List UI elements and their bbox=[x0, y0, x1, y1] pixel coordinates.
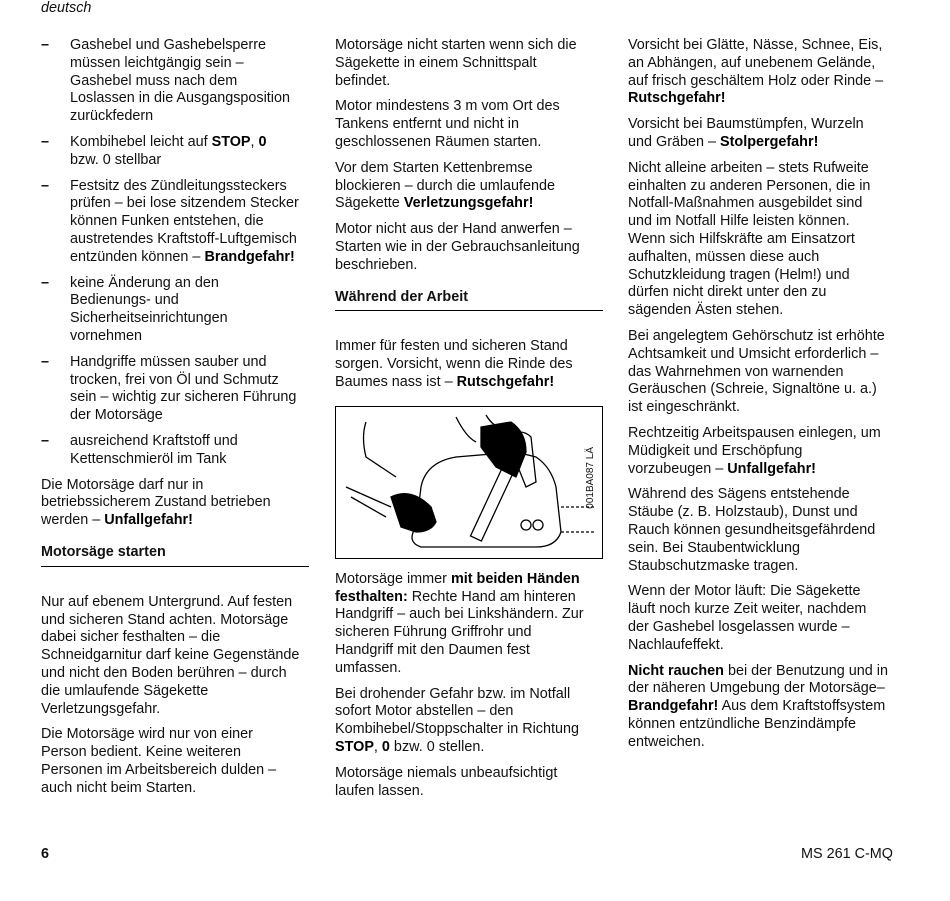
text-segment: bzw. 0 stellbar bbox=[70, 151, 162, 168]
emphasis-text: STOP bbox=[335, 738, 374, 755]
text-segment: Vorsicht bei Glätte, Nässe, Schnee, Eis, an Abhängen, auf unebenem Gelände, auf frisch geschältem Holz oder Rinde – bbox=[628, 37, 884, 89]
section-heading bbox=[335, 289, 603, 312]
chainsaw-illustration bbox=[336, 407, 602, 558]
text-segment: Rechtzeitig Arbeitspausen einlegen, um Müdigkeit und Erschöpfung vorzubeugen – bbox=[628, 424, 881, 477]
column-1 bbox=[41, 37, 309, 805]
paragraph bbox=[335, 571, 603, 678]
list-item-text bbox=[70, 134, 267, 170]
text-segment: Während der Arbeit bbox=[335, 288, 468, 305]
list-item-text bbox=[70, 275, 228, 346]
text-segment: Während des Sägens entstehende Stäube (z. B. Holzstaub), Dunst und Rauch können gesundheitsgefährdend sein. Bei Staubentwicklung Staubschutzmaske tragen. bbox=[628, 486, 876, 574]
list-item-text bbox=[70, 433, 238, 469]
paragraph bbox=[628, 160, 896, 320]
list-item bbox=[41, 433, 309, 469]
emphasis-text: mit beiden Händen festhalten: bbox=[335, 570, 580, 605]
text-segment: Bei drohender Gefahr bzw. im Notfall sofort Motor abstellen – den Kombihebel/Stoppschalter in Richtung bbox=[335, 685, 579, 738]
emphasis-text: Rutschgefahr! bbox=[628, 90, 726, 107]
text-segment: bei der Benutzung und in der näheren Umgebung der Motorsäge– bbox=[628, 662, 888, 697]
emphasis-text: 0 bbox=[381, 738, 390, 755]
dash-bullet-icon: – bbox=[41, 37, 50, 53]
column-3 bbox=[628, 37, 896, 759]
dash-bullet-icon: – bbox=[41, 432, 50, 449]
page-number: 6 bbox=[41, 846, 50, 862]
dash-bullet-icon: – bbox=[41, 177, 50, 194]
dash-bullet-icon: – bbox=[41, 353, 50, 370]
list-item bbox=[41, 134, 309, 170]
figure-code: 001BA087 LÄ bbox=[585, 446, 597, 509]
text-segment: Aus dem Kraftstoffsystem können entzündliche Benzindämpfe entweichen. bbox=[628, 698, 886, 750]
text-segment: Die Motorsäge wird nur von einer Person bedient. Keine weiteren Personen im Arbeitsbereich dulden – auch nicht beim Starten. bbox=[41, 726, 277, 796]
paragraph bbox=[628, 425, 896, 478]
text-segment: , bbox=[373, 738, 382, 755]
paragraph bbox=[335, 765, 603, 801]
emphasis-text: STOP bbox=[211, 133, 251, 150]
paragraph bbox=[628, 486, 896, 575]
paragraph bbox=[335, 686, 603, 757]
text-segment: Motorsäge starten bbox=[41, 543, 166, 560]
text-segment: Immer für festen und sicheren Stand sorgen. Vorsicht, wenn die Rinde des Baumes nass ist – bbox=[335, 338, 573, 390]
paragraph bbox=[335, 221, 603, 274]
text-segment: , bbox=[250, 133, 259, 150]
emphasis-text: Unfallgefahr! bbox=[104, 512, 193, 529]
paragraph bbox=[335, 338, 603, 391]
paragraph bbox=[41, 477, 309, 530]
emphasis-text: Nicht rauchen bbox=[628, 662, 724, 679]
text-segment: bzw. 0 stellen. bbox=[389, 738, 485, 755]
emphasis-text: Brandgefahr! bbox=[204, 248, 295, 265]
text-segment: Motorsäge immer bbox=[335, 570, 451, 587]
text-segment: Bei angelegtem Gehörschutz ist erhöhte Achtsamkeit und Umsicht erforderlich – das Wahrnehmen von warnenden Geräuschen (Schreie, Signaltöne u. a.) ist eingeschränkt. bbox=[628, 327, 885, 416]
emphasis-text: Unfallgefahr! bbox=[727, 460, 816, 477]
section-heading bbox=[41, 544, 309, 567]
text-segment: Motor mindestens 3 m vom Ort des Tankens entfernt und nicht in geschlossenen Räumen starten. bbox=[335, 98, 560, 150]
text-segment: Kombihebel leicht auf bbox=[70, 133, 212, 150]
text-segment: keine Änderung an den Bedienungs- und Sicherheitseinrichtungen vornehmen bbox=[70, 274, 228, 344]
paragraph bbox=[628, 116, 896, 152]
column-2 bbox=[335, 37, 603, 808]
list-item bbox=[41, 178, 309, 267]
paragraph bbox=[41, 726, 309, 797]
text-segment: Rechte Hand am hinteren Handgriff – auch bei Linkshändern. Zur sicheren Führung Griffrohr und Handgriff mit den Daumen fest umfassen. bbox=[335, 588, 584, 676]
text-segment: Die Motorsäge darf nur in betriebssicherem Zustand betrieben werden – bbox=[41, 476, 271, 529]
text-segment: ausreichend Kraftstoff und Kettenschmieröl im Tank bbox=[70, 432, 238, 467]
paragraph bbox=[335, 37, 603, 90]
list-item-text bbox=[70, 354, 296, 425]
emphasis-text: Rutschgefahr! bbox=[456, 373, 555, 390]
list-item bbox=[41, 354, 309, 425]
paragraph bbox=[628, 583, 896, 654]
list-item-text bbox=[70, 178, 299, 267]
paragraph bbox=[335, 98, 603, 151]
paragraph bbox=[628, 328, 896, 417]
text-segment: Wenn der Motor läuft: Die Sägekette läuft noch kurze Zeit weiter, nachdem der Gashebel losgelassen wurde – Nachlaufeffekt. bbox=[628, 583, 867, 653]
language-label: deutsch bbox=[41, 0, 92, 16]
list-item bbox=[41, 37, 309, 126]
text-segment: Motorsäge nicht starten wenn sich die Sägekette in einem Schnittspalt befindet. bbox=[335, 37, 577, 89]
text-segment: Vorsicht bei Baumstümpfen, Wurzeln und Gräben – bbox=[628, 116, 864, 150]
text-segment: Motorsäge niemals unbeaufsichtigt laufen lassen. bbox=[335, 764, 558, 799]
emphasis-text: Brandgefahr! bbox=[628, 698, 719, 715]
emphasis-text: Stolpergefahr! bbox=[720, 133, 819, 150]
text-segment: Festsitz des Zündleitungssteckers prüfen – bei lose sitzendem Stecker können Funken entstehen, die austretendes Kraftstoff-Luftgemisch entzünden können – bbox=[70, 177, 299, 265]
model-label: MS 261 C-MQ bbox=[801, 846, 893, 862]
paragraph bbox=[41, 594, 309, 719]
list-item bbox=[41, 275, 309, 346]
text-segment: Nur auf ebenem Untergrund. Auf festen und sicheren Stand achten. Motorsäge dabei sicher festhalten – die Schneidgarnitur darf keine Gegenstände und nicht den Boden berühren – durch die umlaufende Sägekette Verletzungsgefahr. bbox=[41, 593, 300, 717]
paragraph bbox=[628, 663, 896, 752]
dash-bullet-icon: – bbox=[41, 274, 50, 291]
text-segment: Nicht alleine arbeiten – stets Rufweite einhalten zu anderen Personen, die in Notfall-Maßnahmen ausgebildet sind und im Notfall Hilfe leisten können. Wenn sich Hilfskräfte am Einsatzort aufhalten, müssen diese auch Schutzkleidung tragen (Helm!) und dürfen nicht direkt unter den zu sägenden Ästen stehen. bbox=[628, 159, 871, 319]
text-segment: Vor dem Starten Kettenbremse blockieren – durch die umlaufende Sägekette bbox=[335, 159, 555, 212]
emphasis-text: 0 bbox=[258, 133, 267, 150]
emphasis-text: Verletzungsgefahr! bbox=[403, 195, 534, 212]
text-segment: Gashebel und Gashebelsperre müssen leichtgängig sein – Gashebel muss nach dem Loslassen in die Ausgangsposition zurückfedern bbox=[70, 37, 291, 125]
figure-chainsaw-starting bbox=[335, 406, 603, 559]
paragraph bbox=[628, 37, 896, 108]
paragraph bbox=[335, 160, 603, 213]
text-segment: Motor nicht aus der Hand anwerfen – Starten wie in der Gebrauchsanleitung beschrieben. bbox=[335, 221, 580, 273]
list-item-text bbox=[70, 37, 290, 126]
dash-bullet-icon: – bbox=[41, 133, 50, 150]
text-segment: Handgriffe müssen sauber und trocken, frei von Öl und Schmutz sein – wichtig zur sicheren Führung der Motorsäge bbox=[70, 353, 297, 424]
